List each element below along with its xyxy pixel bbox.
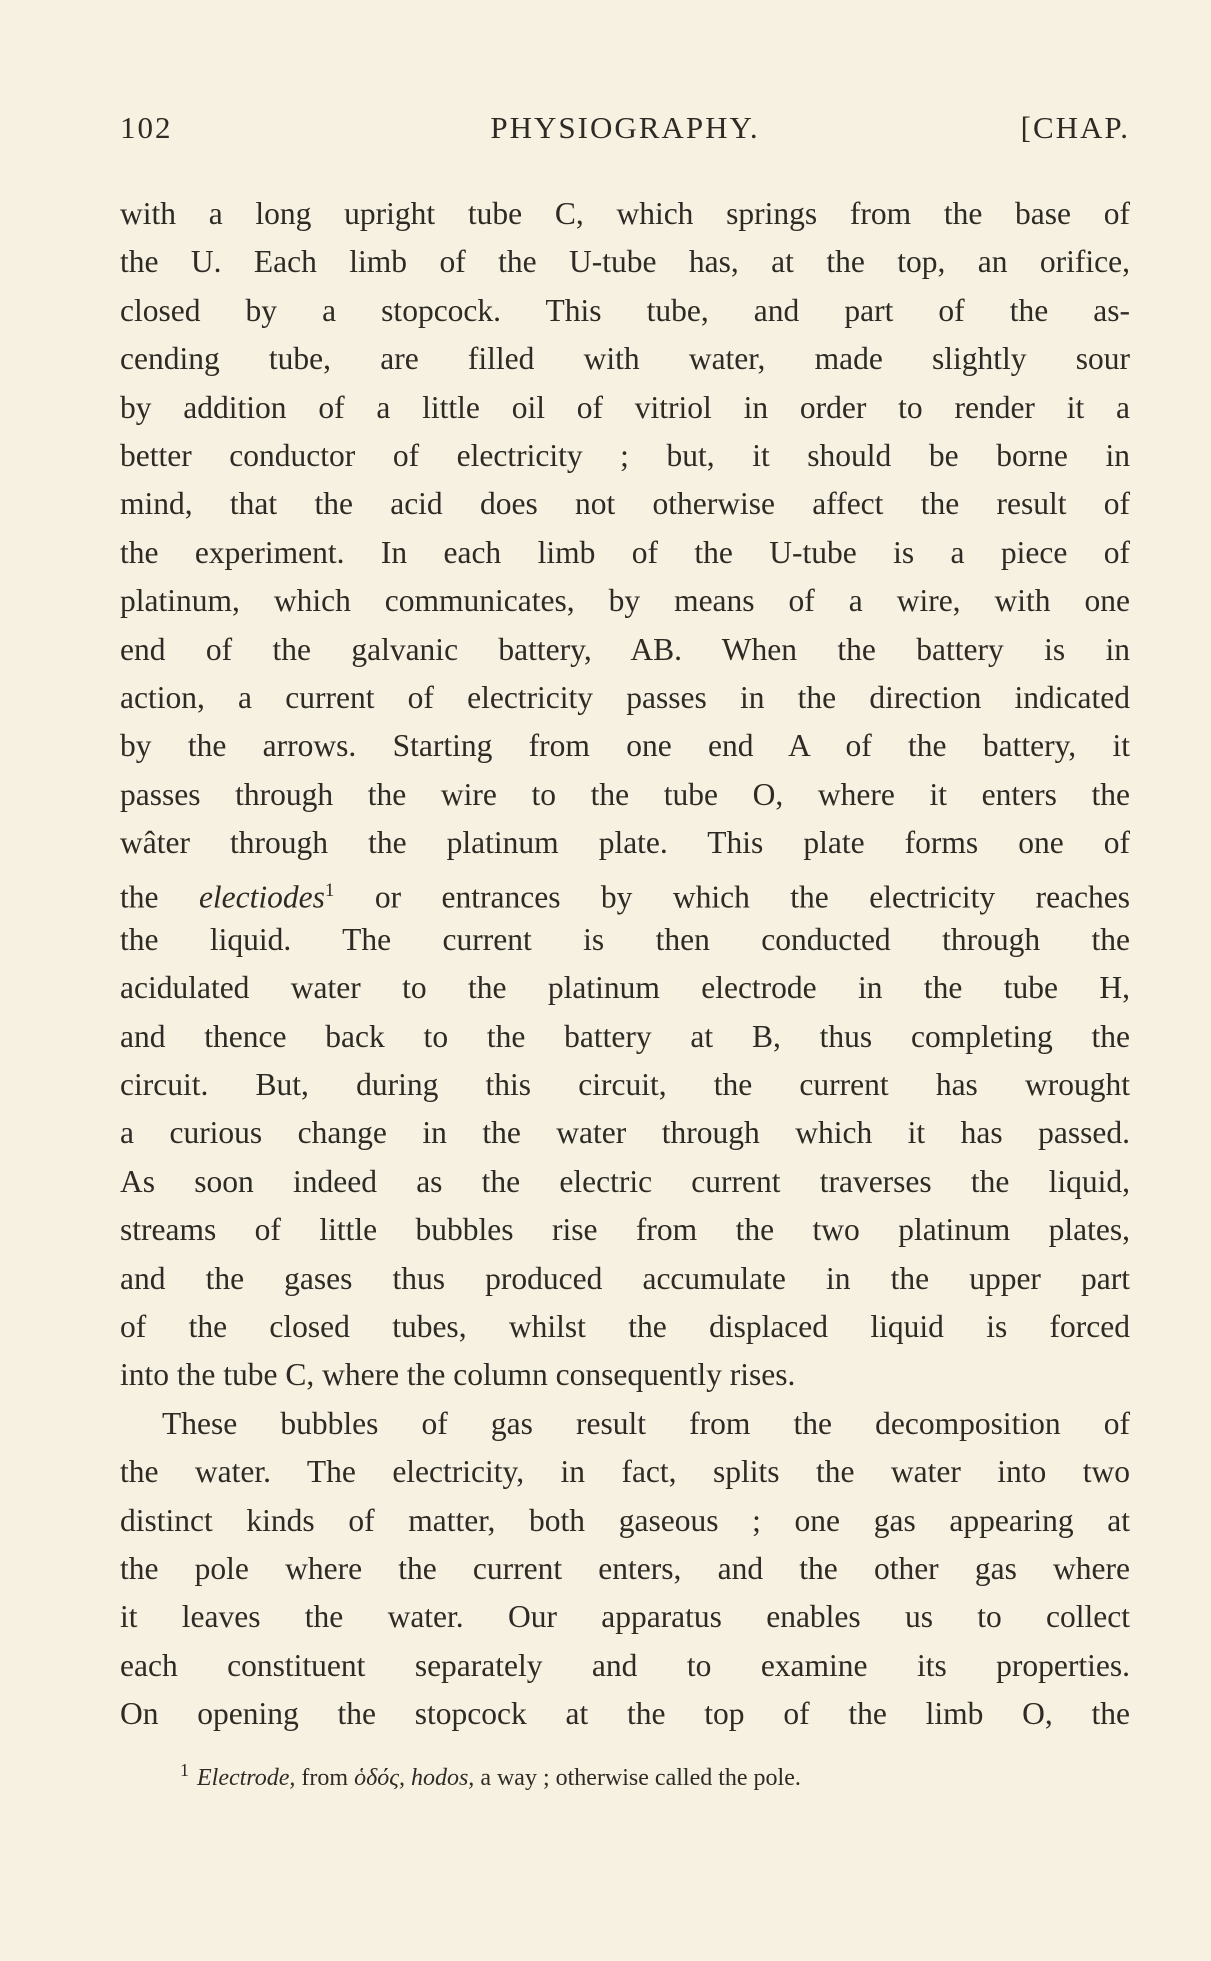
text-line: and thence back to the battery at B, thus completing the xyxy=(120,1018,1130,1054)
text-line: end of the galvanic battery, AB. When the battery is in xyxy=(120,631,1130,667)
text-line: passes through the wire to the tube O, where it enters the xyxy=(120,776,1130,812)
text-line: with a long upright tube C, which springs from the base of xyxy=(120,196,1130,231)
text-line: streams of little bubbles rise from the two platinum plates, xyxy=(120,1212,1130,1248)
text-line: into the tube C, where the column consequently rises. xyxy=(120,1357,796,1393)
text-line: acidulated water to the platinum electrode in the tube H, xyxy=(120,970,1130,1006)
footnote xyxy=(180,1752,1080,1796)
footnote-greek: ὁδός, xyxy=(354,1765,405,1791)
running-header xyxy=(120,110,1130,160)
text-line: better conductor of electricity ; but, it should be borne in xyxy=(120,437,1130,473)
footnote-definition: a way ; otherwise called the pole. xyxy=(480,1765,801,1791)
text-line-electrodes xyxy=(120,867,1130,915)
footnote-transliteration: hodos, xyxy=(410,1765,475,1791)
body-text xyxy=(120,190,1130,1739)
text-line: a curious change in the water through which it has passed. xyxy=(120,1115,1130,1151)
text-line: the water. The electricity, in fact, splits the water into two xyxy=(120,1454,1130,1490)
text-line: the experiment. In each limb of the U-tube is a piece of xyxy=(120,534,1130,570)
text-line: action, a current of electricity passes in the direction indicated xyxy=(120,679,1130,715)
text-line: wâter through the platinum plate. This plate forms one of xyxy=(120,825,1130,861)
text-line: by the arrows. Starting from one end A of the battery, it xyxy=(120,728,1130,764)
text-line: the liquid. The current is then conducted through the xyxy=(120,921,1130,957)
text-line: it leaves the water. Our apparatus enables us to collect xyxy=(120,1599,1130,1635)
text-line: the pole where the current enters, and the other gas where xyxy=(120,1550,1130,1586)
page-number: 102 xyxy=(120,110,173,145)
text-line: and the gases thus produced accumulate in the upper part xyxy=(120,1260,1130,1296)
text-line: mind, that the acid does not otherwise affect the result of xyxy=(120,486,1130,522)
line-suffix: or entrances by which the electricity reaches xyxy=(374,879,1131,915)
text-line: by addition of a little oil of vitriol in order to render it a xyxy=(120,389,1130,425)
text-line: circuit. But, during this circuit, the current has wrought xyxy=(120,1067,1130,1103)
line-prefix: the xyxy=(120,879,159,915)
footnote-from: from xyxy=(301,1765,349,1791)
running-title: PHYSIOGRAPHY. xyxy=(490,110,760,145)
text-line: cending tube, are filled with water, made slightly sour xyxy=(120,341,1130,377)
text-line: closed by a stopcock. This tube, and part of the as- xyxy=(120,292,1130,328)
text-line: distinct kinds of matter, both gaseous ; one gas appearing at xyxy=(120,1502,1130,1538)
text-line: platinum, which communicates, by means of a wire, with one xyxy=(120,583,1130,619)
paragraph-start-line: These bubbles of gas result from the decomposition of xyxy=(162,1405,1130,1441)
italic-term-electrodes: electiodes xyxy=(198,879,325,915)
footnote-term: Electrode, xyxy=(197,1765,296,1791)
text-line: As soon indeed as the electric current traverses the liquid, xyxy=(120,1163,1130,1199)
footnote-reference: 1 xyxy=(324,880,335,902)
text-line: the U. Each limb of the U-tube has, at the top, an orifice, xyxy=(120,244,1130,280)
chapter-marker: [CHAP. xyxy=(1020,110,1130,145)
footnote-mark: 1 xyxy=(180,1760,189,1780)
text-line: each constituent separately and to examine its properties. xyxy=(120,1647,1130,1683)
text-line: On opening the stopcock at the top of the limb O, the xyxy=(120,1696,1130,1732)
text-line: of the closed tubes, whilst the displaced liquid is forced xyxy=(120,1308,1130,1344)
